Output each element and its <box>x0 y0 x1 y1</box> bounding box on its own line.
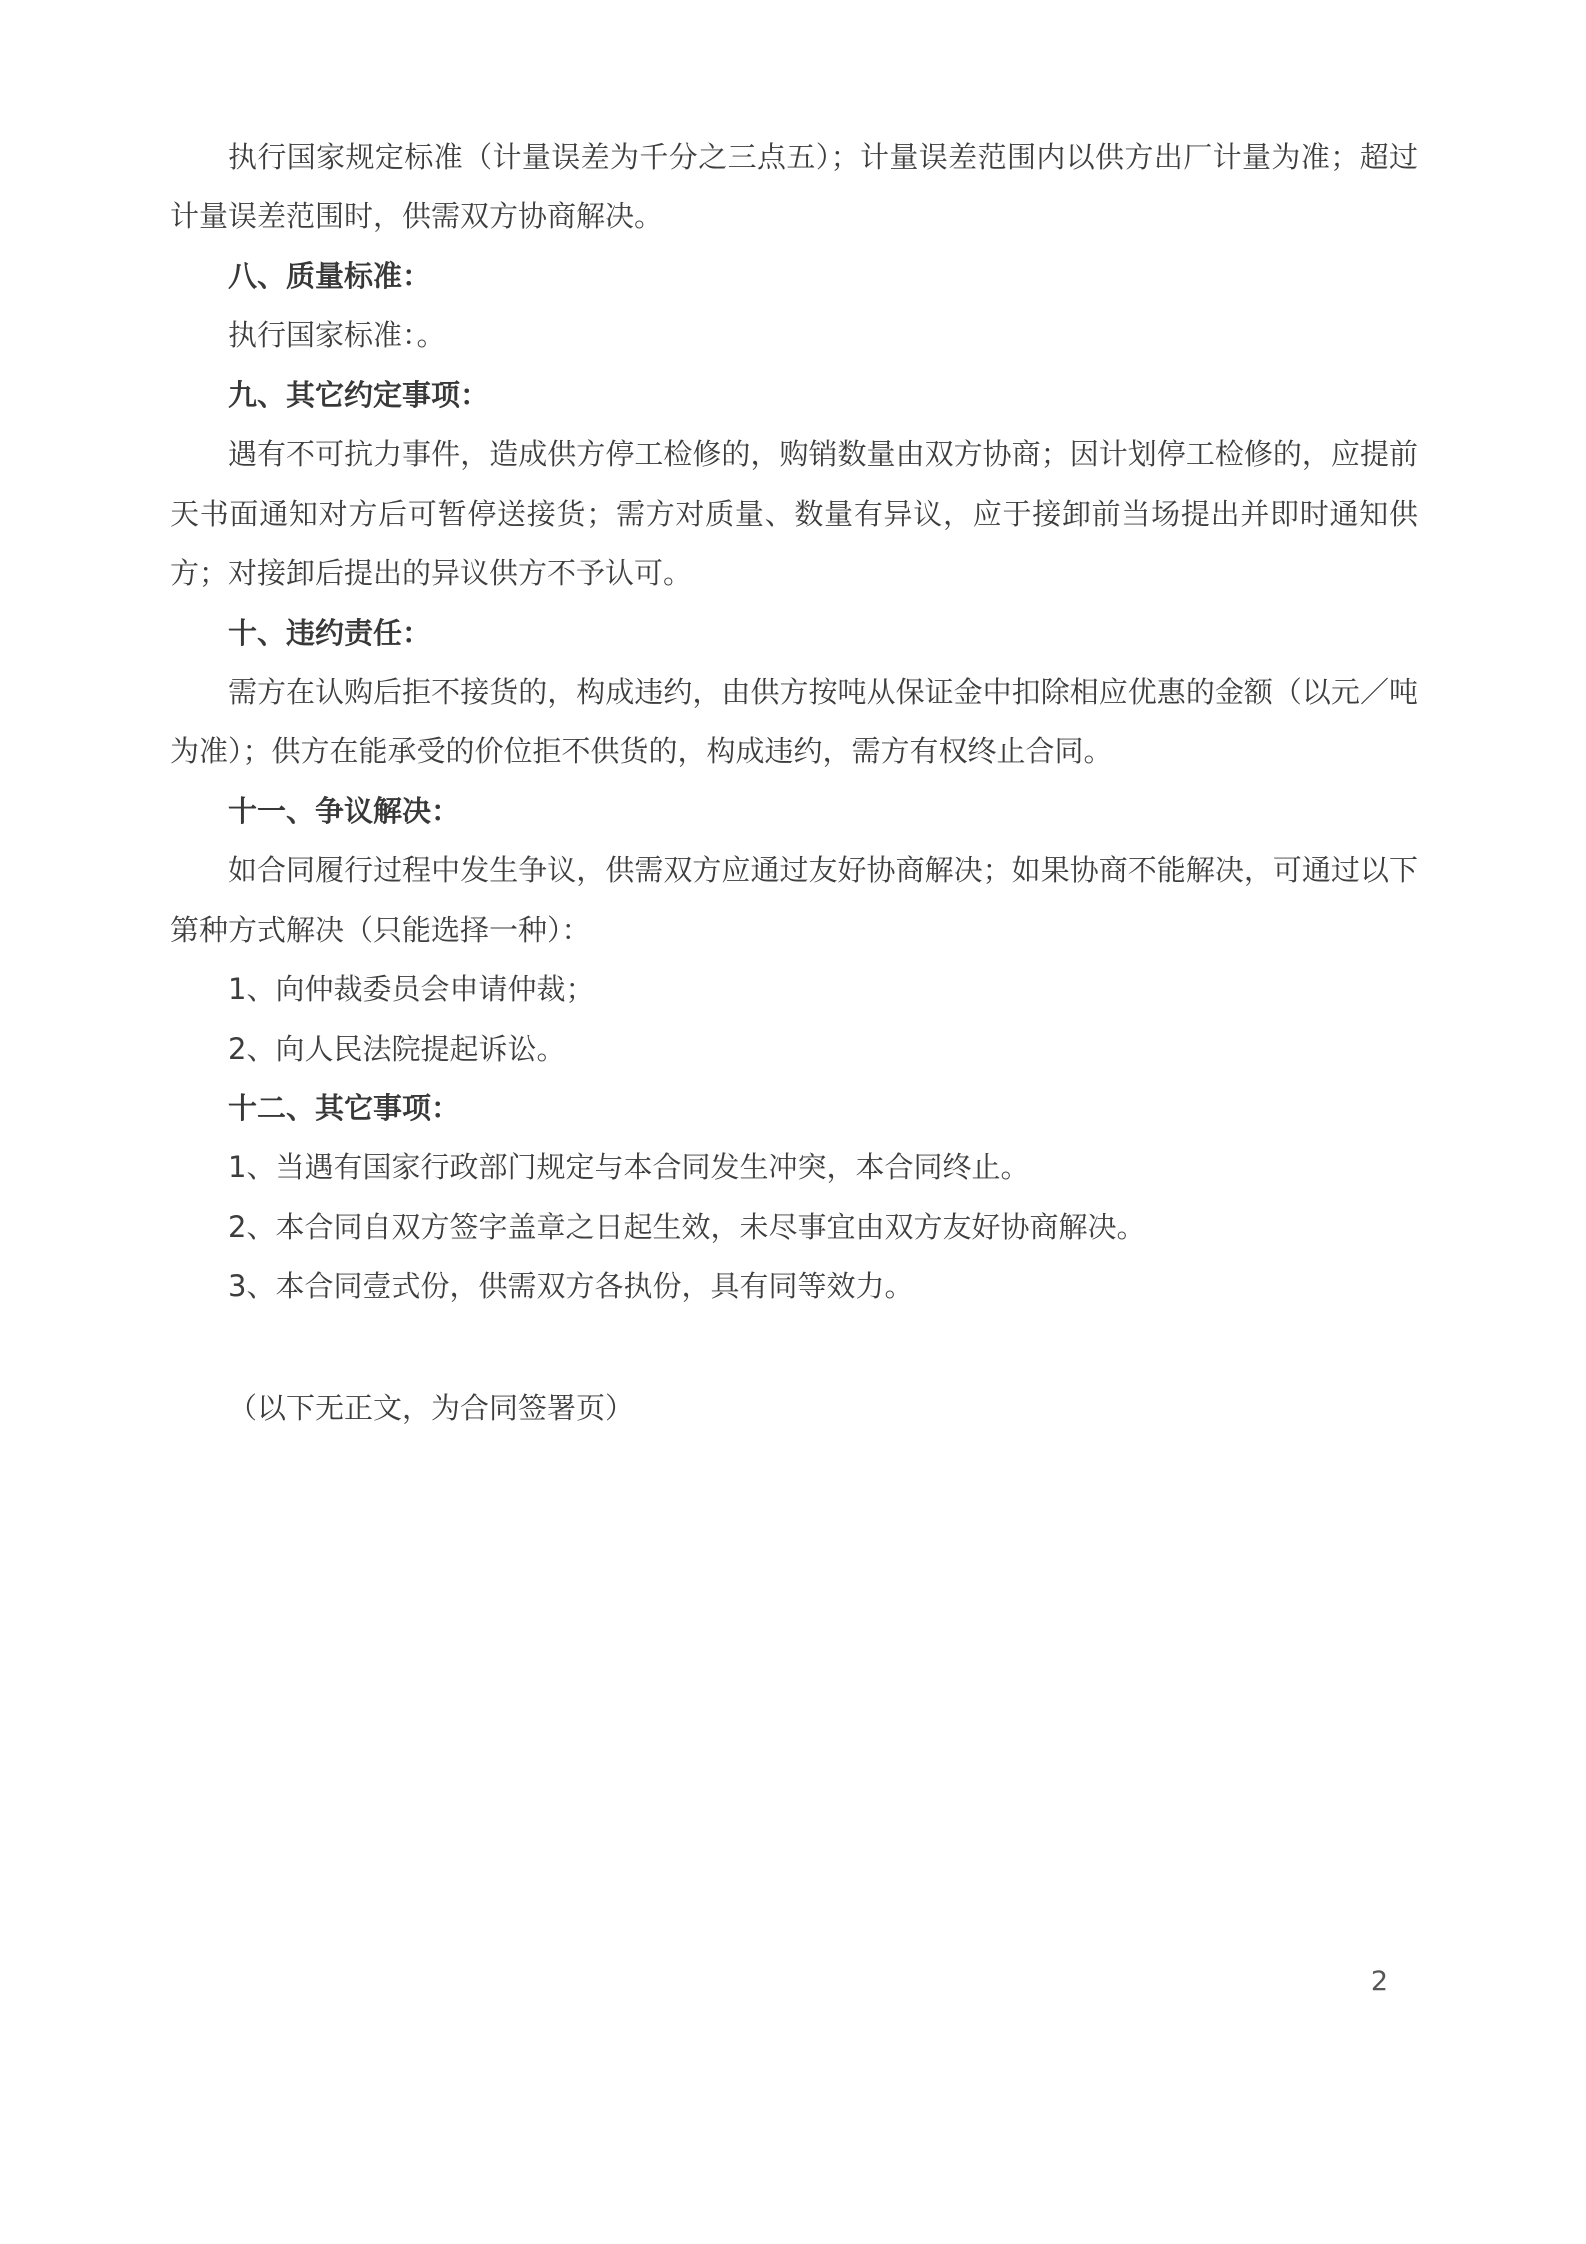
page-number: 2 <box>1370 1966 1388 1997</box>
list-item-conflict: 1、当遇有国家行政部门规定与本合同发生冲突，本合同终止。 <box>228 1150 1030 1185</box>
list-item-effective: 2、本合同自双方签字盖章之日起生效，未尽事宜由双方友好协商解决。 <box>228 1209 1146 1244</box>
list-item-litigation: 2、向人民法院提起诉讼。 <box>228 1031 566 1066</box>
section-heading-breach-liability: 十、违约责任： <box>228 615 432 650</box>
section-heading-quality-standard: 八、质量标准： <box>228 258 432 293</box>
list-item-copies: 3、本合同壹式份，供需双方各执份，具有同等效力。 <box>228 1269 914 1304</box>
paragraph: 执行国家标准：。 <box>228 318 446 353</box>
section-heading-other-agreements: 九、其它约定事项： <box>228 377 490 412</box>
section-heading-dispute-resolution: 十一、争议解决： <box>228 793 461 828</box>
paragraph: 如合同履行过程中发生争议，供需双方应通过友好协商解决；如果协商不能解决，可通过以下第种方式解决（只能选择一种）： <box>170 853 1418 947</box>
section-heading-other-matters: 十二、其它事项： <box>228 1091 461 1125</box>
paragraph: 需方在认购后拒不接货的，构成违约，由供方按吨从保证金中扣除相应优惠的金额（以元／吨为准）；供方在能承受的价位拒不供货的，构成违约，需方有权终止合同。 <box>170 674 1418 769</box>
paragraph: 执行国家规定标准（计量误差为千分之三点五）；计量误差范围内以供方出厂计量为准；超过计量误差范围时，供需双方协商解决。 <box>170 140 1418 234</box>
list-item-arbitration: 1、向仲裁委员会申请仲裁； <box>228 972 595 1007</box>
closing-note: （以下无正文，为合同签署页） <box>228 1390 635 1425</box>
paragraph: 遇有不可抗力事件，造成供方停工检修的，购销数量由双方协商；因计划停工检修的，应提前天书面通知对方后可暂停送接货；需方对质量、数量有异议，应于接卸前当场提出并即时通知供方；对接卸后提出的异议供方不予认可。 <box>170 437 1418 591</box>
document-content <box>170 128 1418 1438</box>
